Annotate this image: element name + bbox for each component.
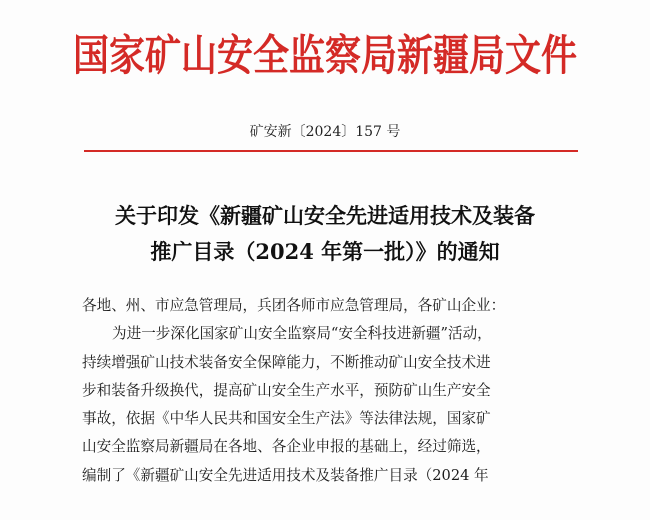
body-line: 步和装备升级换代，提高矿山安全生产水平，预防矿山生产安全 [82, 381, 491, 399]
notice-title-line-1: 关于印发《新疆矿山安全先进适用技术及装备 [115, 203, 535, 228]
red-header-title: 国家矿山安全监察局新疆局文件 [72, 32, 577, 81]
document-number: 矿安新〔2024〕157 号 [249, 124, 401, 140]
body-line: 编制了《新疆矿山安全先进适用技术及装备推广目录（2024 年 [82, 466, 489, 484]
body-line: 持续增强矿山技术装备安全保障能力，不断推动矿山安全技术进 [82, 353, 491, 371]
body-line: 为进一步深化国家矿山安全监察局“安全科技进新疆”活动， [112, 325, 492, 343]
salutation: 各地、州、市应急管理局，兵团各师市应急管理局，各矿山企业： [82, 297, 506, 314]
notice-title-line-2: 推广目录（2024 年第一批）》的通知 [150, 239, 500, 264]
notice-title [40, 198, 610, 270]
body-line: 山安全监察局新疆局在各地、各企业申报的基础上，经过筛选， [82, 438, 491, 456]
red-divider-line [84, 150, 578, 152]
body-text [82, 292, 582, 490]
body-line: 事故，依据《中华人民共和国安全生产法》等法律法规，国家矿 [82, 410, 491, 428]
